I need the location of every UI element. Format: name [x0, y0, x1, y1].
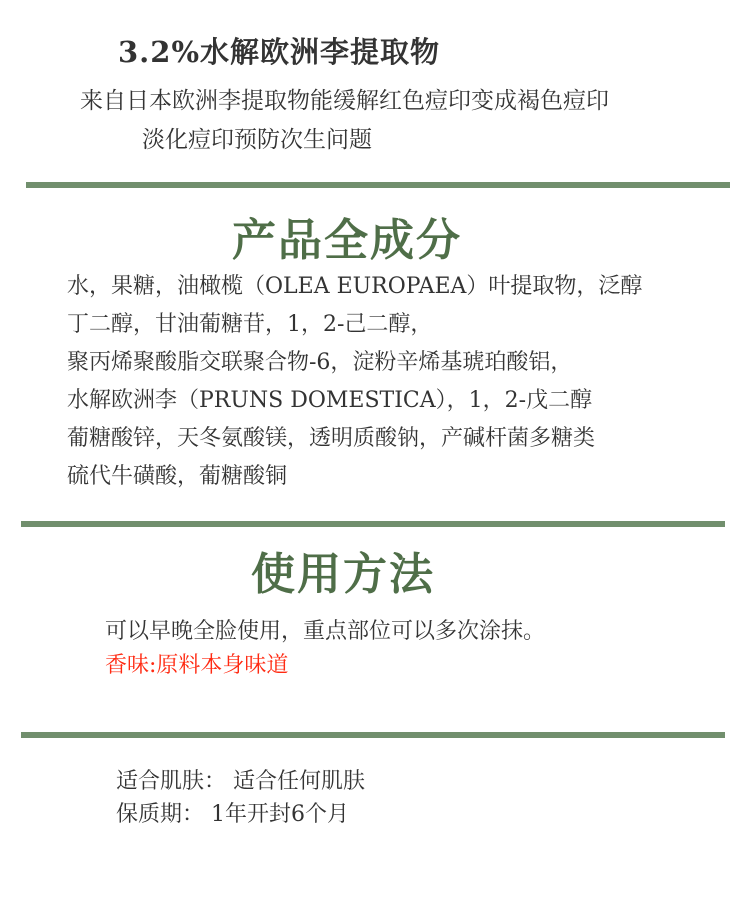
ingredient-line: 水，果糖，油橄榄（OLEA EUROPAEA）叶提取物，泛醇 [67, 274, 643, 299]
intro-line-2: 淡化痘印预防次生问题 [142, 127, 372, 153]
ingredients-list [67, 268, 707, 496]
usage-heading: 使用方法 [251, 549, 435, 600]
usage-instruction: 可以早晚全脸使用，重点部位可以多次涂抹。 [105, 619, 546, 644]
ingredient-line: 聚丙烯聚酸脂交联聚合物-6，淀粉辛烯基琥珀酸铝， [67, 350, 573, 375]
divider-bottom [21, 732, 725, 738]
scent-note: 香味:原料本身味道 [105, 653, 289, 678]
divider-middle [21, 521, 725, 527]
ingredients-heading: 产品全成分 [232, 215, 462, 266]
ingredient-line: 丁二醇，甘油葡糖苷，1，2-己二醇， [67, 312, 433, 337]
product-title: 3.2%水解欧洲李提取物 [118, 35, 441, 69]
intro-line-1: 来自日本欧洲李提取物能缓解红色痘印变成褐色痘印 [80, 88, 609, 114]
skin-type-spec: 适合肌肤： 适合任何肌肤 [116, 769, 365, 794]
ingredient-line: 硫代牛磺酸，葡糖酸铜 [67, 464, 288, 489]
ingredient-line: 葡糖酸锌，天冬氨酸镁，透明质酸钠，产碱杆菌多糖类 [67, 426, 596, 451]
shelf-life-spec: 保质期： 1年开封6个月 [116, 802, 349, 827]
ingredient-line: 水解欧洲李（PRUNS DOMESTICA），1，2-戊二醇 [67, 388, 593, 413]
divider-top [26, 182, 730, 188]
